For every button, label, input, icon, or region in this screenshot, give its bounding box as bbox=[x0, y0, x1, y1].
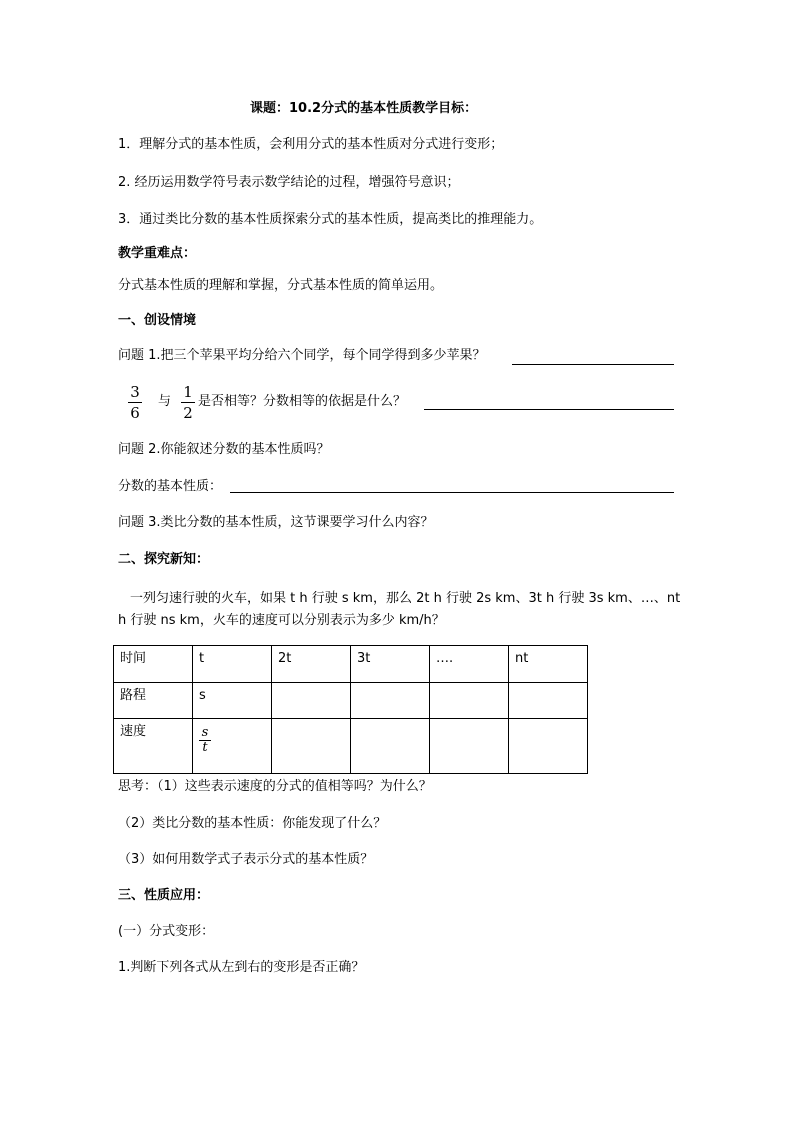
key-points-text: 分式基本性质的理解和掌握，分式基本性质的简单运用。 bbox=[118, 278, 444, 293]
table-row bbox=[114, 683, 588, 719]
fraction-denominator: t bbox=[202, 740, 208, 755]
table-cell bbox=[272, 683, 351, 719]
property-label: 分数的基本性质： bbox=[118, 479, 223, 494]
answer-line-3 bbox=[230, 492, 674, 493]
paragraph-line-2: h 行驶 ns km，火车的速度可以分别表示为多少 km/h？ bbox=[118, 613, 445, 628]
section1-heading: 一、创设情境 bbox=[118, 313, 197, 328]
speed-fraction bbox=[199, 727, 211, 754]
fraction-numerator: 1 bbox=[183, 383, 193, 401]
paragraph-line-1: 一列匀速行驶的火车，如果 t h 行驶 s km，那么 2t h 行驶 2s km、3t h 行驶 3s km、…、nt bbox=[130, 591, 681, 606]
table-cell bbox=[509, 719, 588, 774]
section3-sub1: (一）分式变形： bbox=[118, 924, 215, 939]
table-row bbox=[114, 719, 588, 774]
fraction-numerator: s bbox=[201, 725, 209, 740]
table-cell: s bbox=[193, 683, 272, 719]
question-2: 问题 2.你能叙述分数的基本性质吗？ bbox=[118, 442, 330, 457]
objective-2: 2. 经历运用数学符号表示数学结论的过程，增强符号意识； bbox=[118, 175, 460, 190]
section3-heading: 三、性质应用： bbox=[118, 888, 210, 903]
objective-1: 1．理解分式的基本性质，会利用分式的基本性质对分式进行变形； bbox=[118, 137, 504, 152]
conjunction-yu: 与 bbox=[158, 394, 172, 409]
answer-line-1 bbox=[512, 364, 674, 365]
key-points-heading: 教学重难点： bbox=[118, 246, 197, 261]
think-2: （2）类比分数的基本性质：你能发现了什么？ bbox=[118, 816, 387, 831]
fraction-1-2 bbox=[181, 383, 195, 422]
section3-item1: 1.判断下列各式从左到右的变形是否正确？ bbox=[118, 960, 365, 975]
table-cell bbox=[193, 719, 272, 774]
table-cell bbox=[509, 683, 588, 719]
table-cell: 时间 bbox=[114, 646, 193, 683]
table-cell bbox=[430, 683, 509, 719]
table-cell bbox=[430, 719, 509, 774]
table-cell bbox=[351, 683, 430, 719]
table-cell: 2t bbox=[272, 646, 351, 683]
think-1: 思考：（1）这些表示速度的分式的值相等吗？为什么？ bbox=[118, 779, 432, 794]
table-cell bbox=[272, 719, 351, 774]
table-cell: t bbox=[193, 646, 272, 683]
section2-heading: 二、探究新知： bbox=[118, 552, 210, 567]
table-cell: 速度 bbox=[114, 719, 193, 774]
question-3: 问题 3.类比分数的基本性质，这节课要学习什么内容？ bbox=[118, 515, 434, 530]
answer-line-2 bbox=[424, 409, 674, 410]
table-cell: 3t bbox=[351, 646, 430, 683]
objective-3: 3．通过类比分数的基本性质探索分式的基本性质，提高类比的推理能力。 bbox=[118, 212, 543, 227]
table-cell: …. bbox=[430, 646, 509, 683]
question-1b: 是否相等？分数相等的依据是什么？ bbox=[198, 394, 407, 409]
table-cell bbox=[351, 719, 430, 774]
fraction-3-6 bbox=[128, 383, 142, 422]
table-cell: nt bbox=[509, 646, 588, 683]
fraction-denominator: 6 bbox=[130, 404, 140, 422]
think-3: （3）如何用数学式子表示分式的基本性质？ bbox=[118, 852, 374, 867]
table-cell: 路程 bbox=[114, 683, 193, 719]
fraction-denominator: 2 bbox=[183, 404, 193, 422]
page-title: 课题：10.2分式的基本性质教学目标： bbox=[250, 101, 478, 116]
question-1: 问题 1.把三个苹果平均分给六个同学，每个同学得到多少苹果？ bbox=[118, 348, 486, 363]
data-table bbox=[113, 645, 588, 774]
fraction-numerator: 3 bbox=[130, 383, 140, 401]
table-row bbox=[114, 646, 588, 683]
